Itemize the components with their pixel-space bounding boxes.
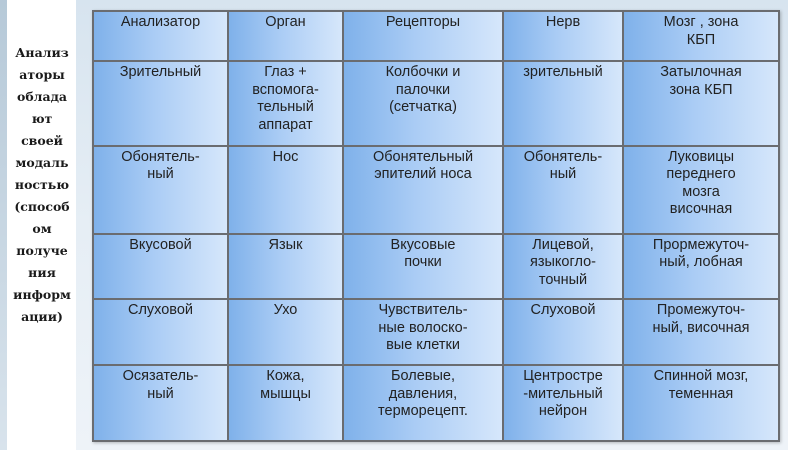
table-row <box>93 299 779 365</box>
cell-brain-zone: Промежуточ- ный, височная <box>623 299 779 365</box>
cell-receptors: Чувствитель- ные волоско- вые клетки <box>343 299 503 365</box>
cell-analyzer: Слуховой <box>93 299 228 365</box>
cell-receptors: Вкусовые почки <box>343 234 503 299</box>
table-row <box>93 365 779 441</box>
table-header-row <box>93 11 779 61</box>
cell-brain-zone: Прормежуточ- ный, лобная <box>623 234 779 299</box>
header-nerve: Нерв <box>503 11 623 61</box>
cell-nerve: Слуховой <box>503 299 623 365</box>
cell-organ: Глаз + вспомога- тельный аппарат <box>228 61 343 146</box>
analyzers-table <box>92 10 780 442</box>
cell-receptors: Обонятельный эпителий носа <box>343 146 503 234</box>
cell-analyzer: Вкусовой <box>93 234 228 299</box>
cell-analyzer: Обонятель- ный <box>93 146 228 234</box>
cell-nerve: зрительный <box>503 61 623 146</box>
cell-brain-zone: Спинной мозг, теменная <box>623 365 779 441</box>
cell-organ: Нос <box>228 146 343 234</box>
cell-nerve: Центростре -мительный нейрон <box>503 365 623 441</box>
cell-receptors: Колбочки и палочки (сетчатка) <box>343 61 503 146</box>
cell-organ: Язык <box>228 234 343 299</box>
header-receptors: Рецепторы <box>343 11 503 61</box>
side-note-text: Анализ аторы облада ют своей модаль ностью (способ ом получе ния информ ации) <box>13 45 71 324</box>
cell-nerve: Лицевой, языкогло- точный <box>503 234 623 299</box>
header-brain-zone: Мозг , зона КБП <box>623 11 779 61</box>
header-organ: Орган <box>228 11 343 61</box>
cell-brain-zone: Луковицы переднего мозга височная <box>623 146 779 234</box>
cell-receptors: Болевые, давления, терморецепт. <box>343 365 503 441</box>
cell-analyzer: Зрительный <box>93 61 228 146</box>
cell-analyzer: Осязатель- ный <box>93 365 228 441</box>
table-row <box>93 61 779 146</box>
cell-nerve: Обонятель- ный <box>503 146 623 234</box>
table-row <box>93 234 779 299</box>
header-analyzer: Анализатор <box>93 11 228 61</box>
cell-organ: Ухо <box>228 299 343 365</box>
cell-organ: Кожа, мышцы <box>228 365 343 441</box>
table-row <box>93 146 779 234</box>
cell-brain-zone: Затылочная зона КБП <box>623 61 779 146</box>
